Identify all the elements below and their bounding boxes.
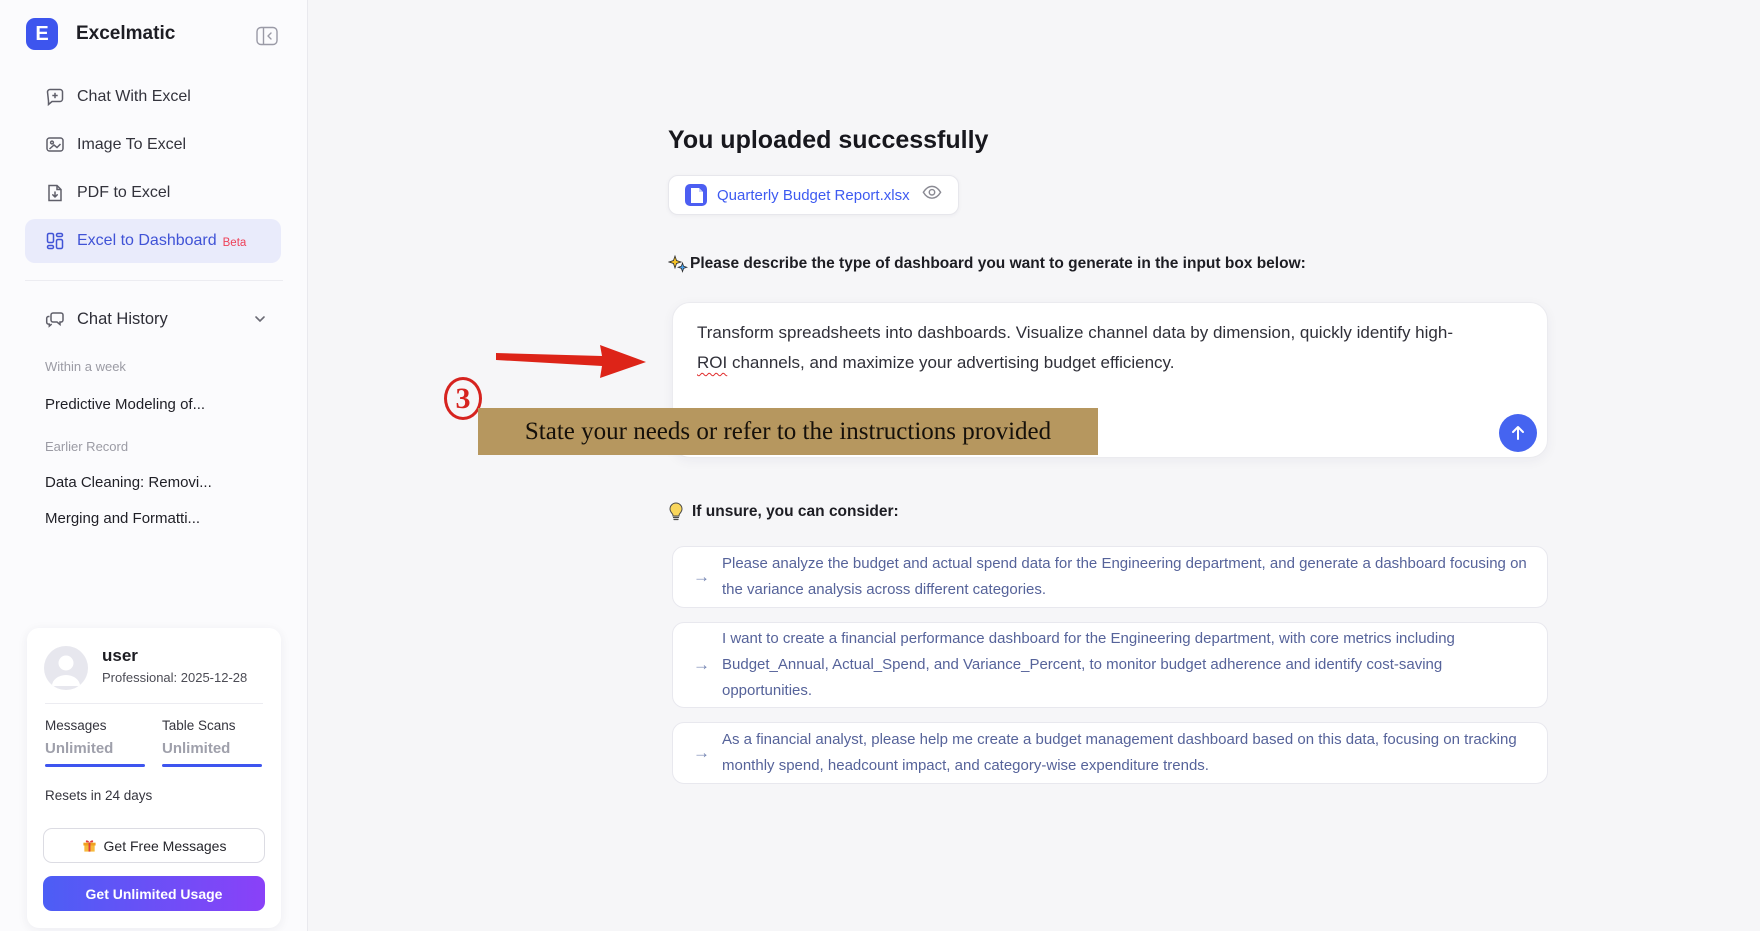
- arrow-right-icon: →: [693, 743, 710, 762]
- history-item[interactable]: Merging and Formatti...: [45, 510, 201, 527]
- avatar: [44, 646, 88, 690]
- nav-label: Excel to Dashboard: [77, 232, 217, 249]
- sidebar-item-excel-to-dashboard[interactable]: [25, 219, 281, 263]
- image-icon: [45, 135, 65, 155]
- plan-label: Professional: 2025-12-28: [102, 670, 248, 685]
- describe-prompt: [668, 254, 1306, 274]
- suggestion-text: Please analyze the budget and actual spend data for the Engineering department, and generate a dashboard focusing on the variance analysis across different categories.: [722, 555, 1527, 598]
- input-text[interactable]: [697, 318, 1521, 378]
- nav-label: Image To Excel: [77, 136, 187, 153]
- excel-file-icon: [685, 184, 707, 206]
- table-scans-progress-bar: [162, 764, 262, 767]
- input-text-roi: ROI: [697, 353, 728, 372]
- arrow-up-icon: [1508, 423, 1528, 443]
- card-divider: [45, 703, 263, 704]
- sidebar: [0, 0, 308, 931]
- annotation-arrow-icon: [496, 343, 648, 379]
- sidebar-item-chat-with-excel[interactable]: [25, 75, 281, 119]
- lightbulb-icon: [668, 502, 684, 522]
- history-item[interactable]: Predictive Modeling of...: [45, 396, 206, 413]
- suggestion-text: I want to create a financial performance dashboard for the Engineering department, with core metrics including Budget_Annual, Actual_Spend, and Variance_Percent, to monitor budget adherence and identify cost-saving opportunities.: [722, 630, 1455, 699]
- sidebar-divider: [25, 280, 283, 281]
- messages-value: Unlimited: [45, 740, 114, 757]
- get-free-messages-button[interactable]: [43, 828, 265, 863]
- messages-label: Messages: [45, 718, 107, 733]
- sparkles-icon: [668, 254, 688, 274]
- nav-label: Chat With Excel: [77, 88, 191, 105]
- app-title: Excelmatic: [76, 23, 176, 44]
- gift-icon: [82, 838, 97, 853]
- user-card: [27, 628, 281, 928]
- table-scans-value: Unlimited: [162, 740, 231, 757]
- dashboard-icon: [45, 231, 65, 251]
- history-group-label: Earlier Record: [45, 439, 129, 454]
- beta-badge: Beta: [222, 237, 247, 249]
- chat-history-header[interactable]: [25, 303, 281, 335]
- suggestion-card[interactable]: [672, 722, 1548, 784]
- chat-history-label: Chat History: [77, 309, 168, 328]
- chat-history-icon: [45, 309, 65, 329]
- annotation-tooltip: State your needs or refer to the instructions provided: [478, 408, 1098, 455]
- sidebar-item-image-to-excel[interactable]: [25, 123, 281, 167]
- annotation-step-number: 3: [444, 377, 482, 420]
- nav-label: PDF to Excel: [77, 184, 171, 201]
- history-item[interactable]: Data Cleaning: Removi...: [45, 474, 212, 491]
- chevron-down-icon[interactable]: [253, 312, 267, 326]
- get-unlimited-usage-button[interactable]: [43, 876, 265, 911]
- input-text-line1: Transform spreadsheets into dashboards. Visualize channel data by dimension, quickly identify high-: [697, 323, 1453, 342]
- table-scans-label: Table Scans: [162, 718, 236, 733]
- history-group-label: Within a week: [45, 359, 126, 374]
- arrow-right-icon: →: [693, 655, 710, 674]
- file-name: Quarterly Budget Report.xlsx: [717, 186, 910, 204]
- page-title: You uploaded successfully: [668, 126, 989, 154]
- username: user: [102, 646, 138, 665]
- sidebar-item-pdf-to-excel[interactable]: [25, 171, 281, 215]
- messages-progress-bar: [45, 764, 145, 767]
- hint-title-text: If unsure, you can consider:: [692, 503, 899, 520]
- uploaded-file-chip[interactable]: [668, 175, 959, 215]
- suggestion-text: As a financial analyst, please help me create a budget management dashboard based on this data, focusing on tracking monthly spend, headcount impact, and category-wise expenditure trends.: [722, 731, 1517, 774]
- sidebar-collapse-icon[interactable]: [256, 26, 278, 46]
- excelmatic-logo-icon: E: [26, 18, 58, 50]
- input-text-line2: channels, and maximize your advertising budget efficiency.: [727, 353, 1175, 372]
- brand: [26, 18, 175, 50]
- arrow-right-icon: →: [693, 567, 710, 586]
- resets-label: Resets in 24 days: [45, 788, 153, 803]
- send-button[interactable]: [1499, 414, 1537, 452]
- upgrade-button-label: Get Unlimited Usage: [85, 885, 223, 902]
- hint-title: [668, 502, 899, 522]
- suggestion-card[interactable]: [672, 622, 1548, 708]
- chat-plus-icon: [45, 87, 65, 107]
- free-button-label: Get Free Messages: [103, 837, 227, 854]
- describe-prompt-text: Please describe the type of dashboard you want to generate in the input box below:: [690, 255, 1306, 272]
- suggestion-card[interactable]: [672, 546, 1548, 608]
- preview-eye-icon[interactable]: [922, 185, 942, 205]
- pdf-document-icon: [45, 183, 65, 203]
